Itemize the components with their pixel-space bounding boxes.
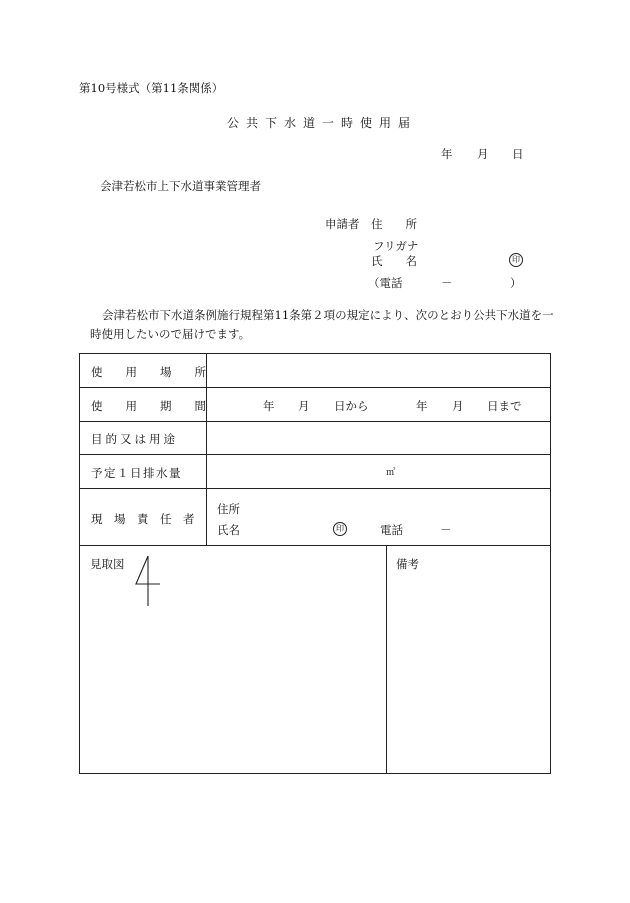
date-year-label: 年: [441, 147, 453, 161]
period-from-month: 月: [298, 399, 310, 413]
applicant-label: 申請者: [325, 217, 360, 231]
row-label-period: 使 用 期 間: [91, 399, 206, 413]
map-label: 見取図: [90, 557, 125, 571]
period-to-month: 月: [452, 399, 464, 413]
row-divider: [80, 488, 550, 489]
row-divider: [80, 421, 550, 422]
row-divider: [80, 387, 550, 388]
row-label-purpose: 目的又は用途: [91, 432, 178, 446]
date-day-label: 日: [512, 147, 524, 161]
label-column-divider: [206, 354, 207, 545]
period-from-day: 日から: [334, 399, 369, 413]
date-month-label: 月: [477, 147, 489, 161]
row-label-location: 使 用 場 所: [91, 365, 206, 379]
applicant-tel-label: （電話: [368, 276, 403, 290]
period-from-year: 年: [263, 399, 275, 413]
row-divider: [80, 454, 550, 455]
map-remarks-divider: [386, 545, 387, 773]
applicant-tel-dash: －: [441, 276, 453, 290]
applicant-address-label: 住 所: [371, 217, 417, 231]
row-divider: [80, 545, 550, 546]
form-title: 公共下水道一時使用届: [226, 116, 417, 130]
remarks-label: 備考: [396, 557, 419, 571]
applicant-name-label: 氏 名: [371, 254, 417, 268]
handwritten-number-sketch: [134, 554, 162, 608]
applicant-seal-mark: 印: [509, 253, 523, 267]
applicant-furigana-label: フリガナ: [373, 239, 419, 253]
body-text: 会津若松市下水道条例施行規程第11条第２項の規定により、次のとおり公共下水道を一時使用したいので届けでます。: [90, 308, 554, 341]
manager-name-label: 氏名: [217, 523, 240, 537]
row-label-discharge: 予定１日排水量: [91, 466, 182, 480]
period-to-day: 日まで: [487, 399, 522, 413]
period-to-year: 年: [416, 399, 428, 413]
manager-address-label: 住所: [217, 502, 240, 516]
row-label-manager: 現 場 責 任 者: [91, 512, 195, 526]
form-number: 第10号様式（第11条関係）: [79, 81, 224, 95]
form-table: [79, 353, 551, 774]
discharge-unit: ㎥: [386, 468, 396, 478]
manager-tel-label: 電話: [380, 523, 403, 537]
addressee: 会津若松市上下水道事業管理者: [100, 179, 261, 193]
manager-tel-dash: －: [440, 523, 452, 537]
manager-seal-mark: 印: [333, 522, 347, 536]
applicant-tel-close: ）: [510, 276, 522, 290]
